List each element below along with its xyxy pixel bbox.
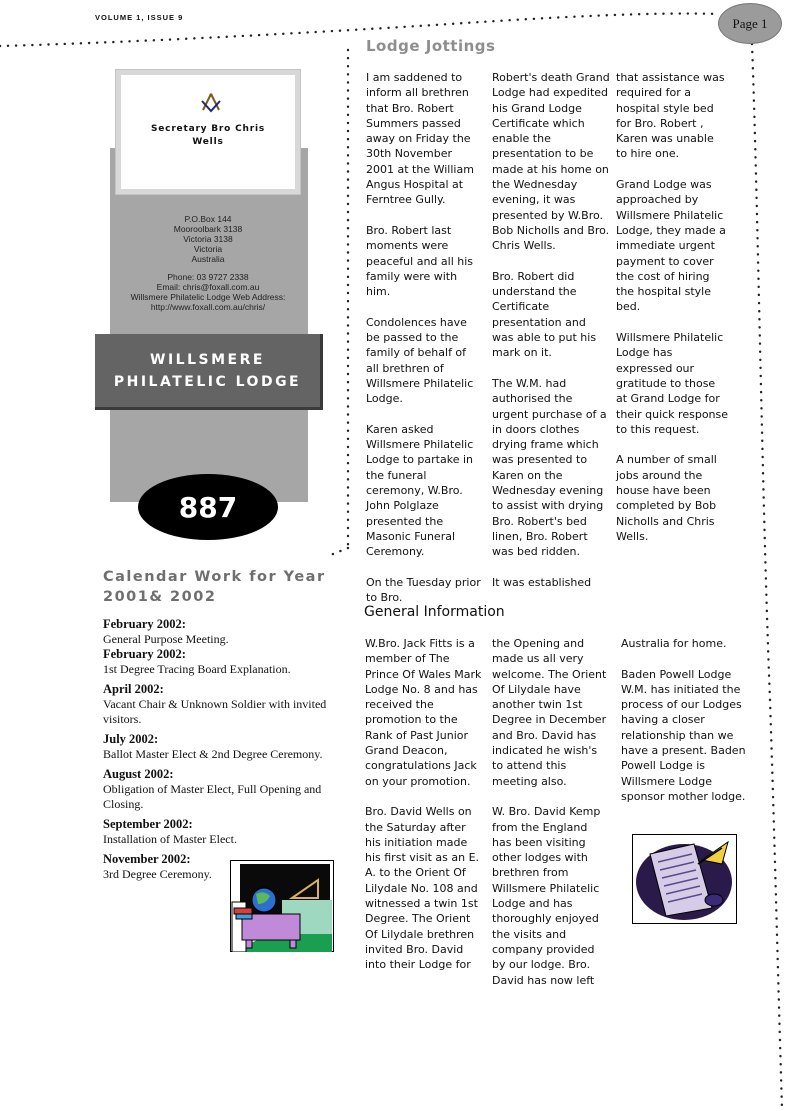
calendar-description: Obligation of Master Elect, Full Opening and Closing.	[103, 782, 322, 811]
letter-quill-clipart	[632, 834, 737, 924]
calendar-month: July 2002:	[103, 732, 159, 746]
paragraph: Bro. Robert last moments were peaceful and all his family were with him.	[366, 223, 474, 299]
calendar-month: September 2002:	[103, 817, 193, 831]
calendar-description: 1st Degree Tracing Board Explanation.	[103, 662, 291, 676]
paragraph: Karen asked Willsmere Philatelic Lodge to partake in the funeral ceremony, W.Bro. John Polglaze presented the Masonic Funeral Ceremony.	[366, 422, 474, 559]
calendar-item	[103, 767, 351, 812]
calendar-month: April 2002:	[103, 682, 164, 696]
paragraph: Bro. Robert did understand the Certificate presentation and was able to put his mark on it.	[492, 269, 597, 360]
paragraph: Condolences have be passed to the family of behalf of all brethren of Willsmere Philatelic Lodge.	[366, 315, 474, 406]
paragraph: Bro. David Wells on the Saturday after his initiation made his first visit as an E. A. to the Orient Of Lilydale No. 108 and witnessed a twin 1st Degree. The Orient Of Lilydale brethren invited Bro. David into their Lodge for	[365, 805, 480, 972]
lodge-jottings-col-2	[492, 70, 610, 605]
lodge-jottings-col-1	[366, 70, 481, 621]
paragraph: W.Bro. Jack Fitts is a member of The Prince Of Wales Mark Lodge No. 8 and has received the promotion to the Rank of Past Junior Grand Deacon, congratulations Jack on your promotion.	[365, 637, 482, 788]
calendar-description: General Purpose Meeting.	[103, 632, 229, 646]
volume-issue: VOLUME 1, ISSUE 9	[95, 13, 184, 22]
sidebar-grey-panel	[110, 148, 308, 502]
lodge-jottings-col-3	[616, 70, 728, 560]
calendar-month: February 2002:	[103, 647, 186, 661]
lodge-name-line1: WILLSMERE	[150, 351, 265, 368]
calendar-item	[103, 617, 351, 647]
calendar-item	[103, 647, 351, 677]
paragraph: On the Tuesday prior to Bro.	[366, 575, 481, 605]
address-line: Victoria 3138	[183, 234, 233, 244]
address-line: Victoria	[193, 244, 223, 254]
paragraph: Australia for home.	[621, 637, 727, 650]
calendar-item	[103, 852, 221, 882]
address-line: Australia	[191, 254, 225, 264]
paragraph: the Opening and made us all very welcome. The Orient Of Lilydale have another twin 1st Degree in December and Bro. David has indicated he wish's to attend this meeting also.	[492, 637, 607, 788]
paragraph: I am saddened to inform all brethren that Bro. Robert Summers passed away on Friday the 30th November 2001 at the William Angus Hospital at Ferntree Gully.	[366, 71, 474, 207]
paragraph: that assistance was required for a hospital style bed for Bro. Robert , Karen was unable to hire one.	[616, 71, 725, 161]
web-label: Willsmere Philatelic Lodge Web Address:	[130, 292, 286, 302]
calendar-month: November 2002:	[103, 852, 191, 866]
calendar-list	[103, 617, 351, 887]
paragraph: Baden Powell Lodge W.M. has initiated the process of our Lodges having a closer relationship than we have a present. Baden Powell Lodge is Willsmere Lodge sponsor mother lodge.	[621, 667, 746, 803]
lodge-jottings-title: Lodge Jottings	[366, 37, 496, 55]
address-line: P.O.Box 144	[184, 214, 232, 224]
calendar-description: Ballot Master Elect & 2nd Degree Ceremony.	[103, 747, 323, 761]
square-compass-icon	[200, 93, 222, 113]
contact-block	[116, 214, 300, 312]
postal-address	[116, 214, 300, 264]
general-info-title: General Information	[364, 604, 505, 620]
paragraph: It was established	[492, 575, 592, 589]
general-info-col-3	[621, 636, 749, 820]
secretary-card	[116, 70, 300, 194]
secretary-name: Secretary Bro Chris Wells	[151, 124, 265, 147]
lodge-name-banner	[95, 334, 323, 410]
paragraph: Willsmere Philatelic Lodge has expressed our gratitude to those at Grand Lodge for their quick response to this request.	[616, 331, 729, 436]
general-info-col-1	[365, 636, 483, 988]
lodge-name-line2: PHILATELIC LODGE	[113, 373, 302, 390]
phone-text: Phone: 03 9727 2338	[167, 272, 249, 282]
page-number-badge: Page 1	[718, 3, 782, 44]
calendar-item	[103, 817, 351, 847]
lodge-number-badge: 887	[138, 474, 278, 540]
paragraph: W. Bro. David Kemp from the England has been visiting other lodges with brethren from Willsmere Philatelic Lodge and has thoroughly enjoyed the visits and company provided by our lodge. Bro. David has now left	[492, 805, 601, 987]
web-url-link[interactable]: http://www.foxall.com.au/chris/	[150, 302, 266, 312]
calendar-item	[103, 682, 351, 727]
calendar-month: August 2002:	[103, 767, 174, 781]
calendar-description: Vacant Chair & Unknown Soldier with invited visitors.	[103, 697, 327, 726]
email-text: Email: chris@foxall.com.au	[156, 282, 260, 292]
calendar-title: Calendar Work for Year 2001& 2002	[103, 569, 326, 605]
paragraph: The W.M. had authorised the urgent purchase of a in doors clothes drying frame which was presented to Karen on the Wednesday evening to assist with drying Bro. Robert's bed linen, Bro. Robert was bed ridden.	[492, 376, 607, 559]
paragraph: A number of small jobs around the house have been completed by Bob Nicholls and Chris Wells.	[616, 453, 717, 543]
calendar-description: Installation of Master Elect.	[103, 832, 237, 846]
paragraph: Robert's death Grand Lodge had expedited his Grand Lodge Certificate which enable the presentation to be made at his home on the Wednesday evening, it was presented by W.Bro. Bob Nicholls and Bro. Chris Wells.	[492, 71, 610, 253]
calendar-month: February 2002:	[103, 617, 186, 631]
general-info-col-2	[492, 636, 610, 1003]
classroom-clipart	[230, 860, 334, 952]
calendar-description: 3rd Degree Ceremony.	[103, 867, 212, 881]
paragraph: Grand Lodge was approached by Willsmere Philatelic Lodge, they made a immediate urgent payment to cover the cost of hiring the hospital style bed.	[616, 178, 726, 314]
calendar-item	[103, 732, 351, 762]
address-line: Mooroolbark 3138	[173, 224, 243, 234]
